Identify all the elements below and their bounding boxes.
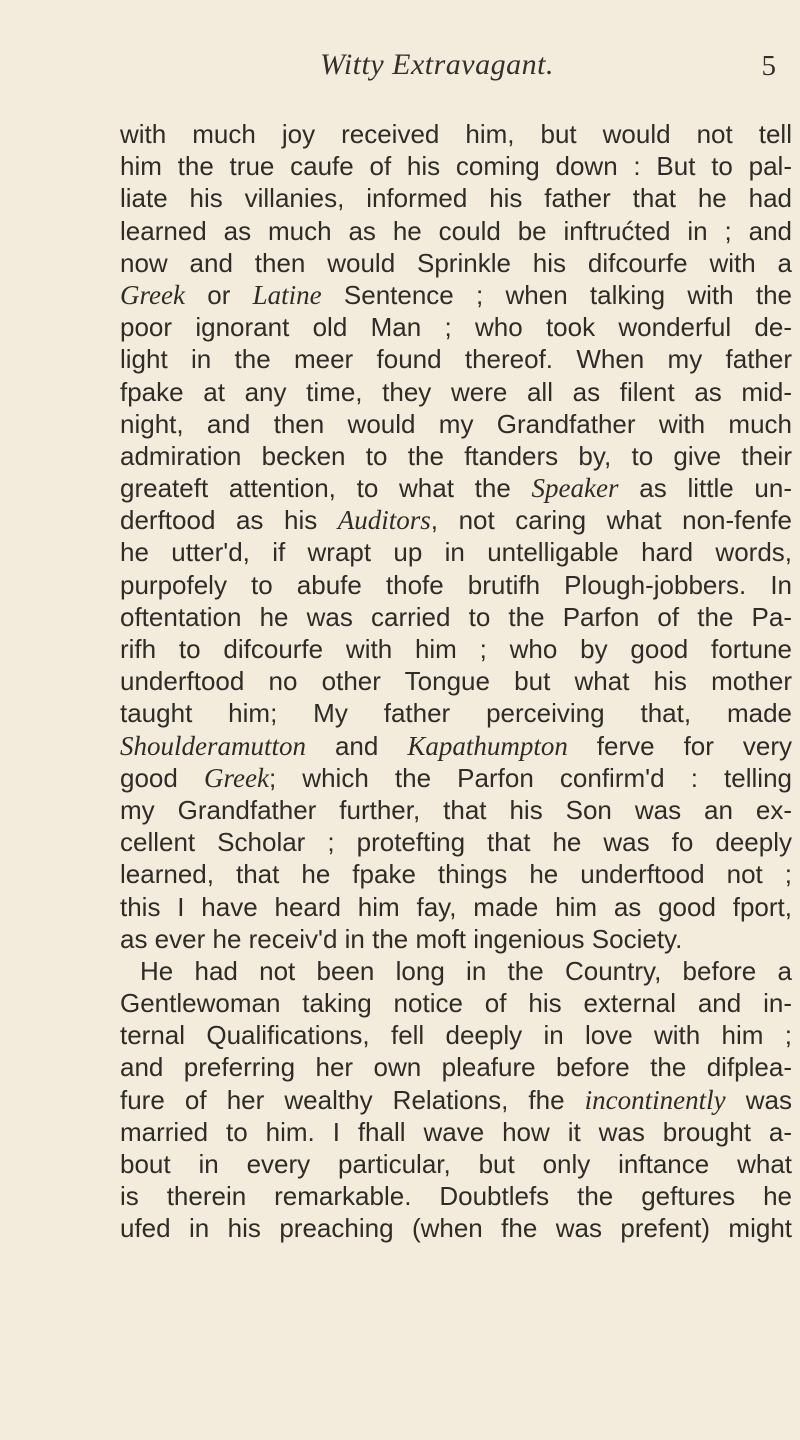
text-line — [120, 762, 792, 794]
italic-word: Speaker — [531, 473, 619, 504]
text-line: He had not been long in the Country, before a — [140, 955, 792, 986]
text-line: and preferring her own pleafure before the difplea- — [120, 1052, 792, 1083]
text-line: ternal Qualifications, fell deeply in love with him ; — [120, 1020, 792, 1051]
text-run: ; which the Parfon confirm'd : telling — [268, 762, 792, 793]
text-line: ufed in his preaching (when fhe was prefent) might — [120, 1213, 792, 1244]
text-line: he utter'd, if wrapt up in untelligable hard words, — [120, 537, 792, 568]
text-line — [120, 279, 792, 311]
text-run: ferve for very — [567, 730, 793, 761]
text-line: as ever he receiv'd in the moft ingenious Society. — [120, 923, 683, 954]
text-line — [120, 1084, 792, 1116]
text-line: my Grandfather further, that his Son was an ex- — [120, 794, 792, 825]
text-line: purpofely to abufe thofe brutifh Plough-jobbers. In — [120, 569, 792, 600]
italic-word: Auditors — [337, 505, 431, 536]
text-line: fpake at any time, they were all as filent as mid- — [120, 376, 792, 407]
text-line: bout in every particular, but only inftance what — [120, 1149, 792, 1179]
body-text — [120, 118, 792, 1245]
text-line: is therein remarkable. Doubtlefs the geftures he — [120, 1181, 792, 1212]
text-line: taught him; My father perceiving that, made — [120, 698, 792, 729]
text-run: Sentence ; when talking with the — [321, 279, 792, 310]
text-line: underftood no other Tongue but what his mother — [120, 666, 792, 697]
text-line: with much joy received him, but would not tell — [120, 119, 792, 149]
text-line: night, and then would my Grandfather with much — [120, 408, 792, 439]
text-line — [120, 504, 792, 536]
text-line: oftentation he was carried to the Parfon of the Pa- — [120, 601, 792, 632]
text-line: cellent Scholar ; protefting that he was fo deeply — [120, 827, 792, 858]
text-run: derftood as his — [120, 505, 338, 536]
text-line: admiration becken to the ftanders by, to give their — [120, 440, 792, 471]
text-run: was — [725, 1084, 792, 1115]
text-line: liate his villanies, informed his father that he had — [120, 183, 792, 214]
text-line: this I have heard him fay, made him as good fport, — [120, 891, 792, 922]
text-line — [120, 730, 792, 762]
page-number: 5 — [761, 50, 776, 82]
text-line: light in the meer found thereof. When my father — [120, 344, 792, 375]
text-line: him the true caufe of his coming down : But to pal- — [120, 151, 792, 182]
text-run: and — [306, 730, 408, 761]
text-run: fure of her wealthy Relations, fhe — [120, 1084, 585, 1115]
running-title: Witty Extravagant. — [320, 48, 554, 81]
italic-word: incontinently — [584, 1084, 726, 1115]
text-run: , not caring what non-fenfe — [430, 505, 792, 536]
text-run: or — [184, 279, 253, 310]
running-head — [120, 48, 780, 88]
italic-word: Shoulderamutton — [120, 730, 306, 761]
text-line: poor ignorant old Man ; who took wonderful de- — [120, 312, 792, 343]
text-line: rifh to difcourfe with him ; who by good fortune — [120, 634, 792, 664]
text-line: learned as much as he could be inftrućted in ; and — [120, 215, 792, 246]
text-line: now and then would Sprinkle his difcourfe with a — [120, 247, 792, 278]
text-line: learned, that he fpake things he underftood not ; — [120, 859, 792, 890]
text-line — [120, 472, 792, 504]
text-line: married to him. I fhall wave how it was brought a- — [120, 1116, 792, 1147]
italic-word: Greek — [120, 279, 185, 310]
italic-word: Kapathumpton — [407, 730, 568, 761]
text-run: greateft attention, to what the — [120, 473, 532, 504]
italic-word: Greek — [203, 762, 269, 793]
text-run: as little un- — [618, 473, 792, 504]
italic-word: Latine — [252, 279, 322, 310]
text-line: Gentlewoman taking notice of his external and in- — [120, 988, 792, 1019]
text-run: good — [120, 762, 204, 793]
